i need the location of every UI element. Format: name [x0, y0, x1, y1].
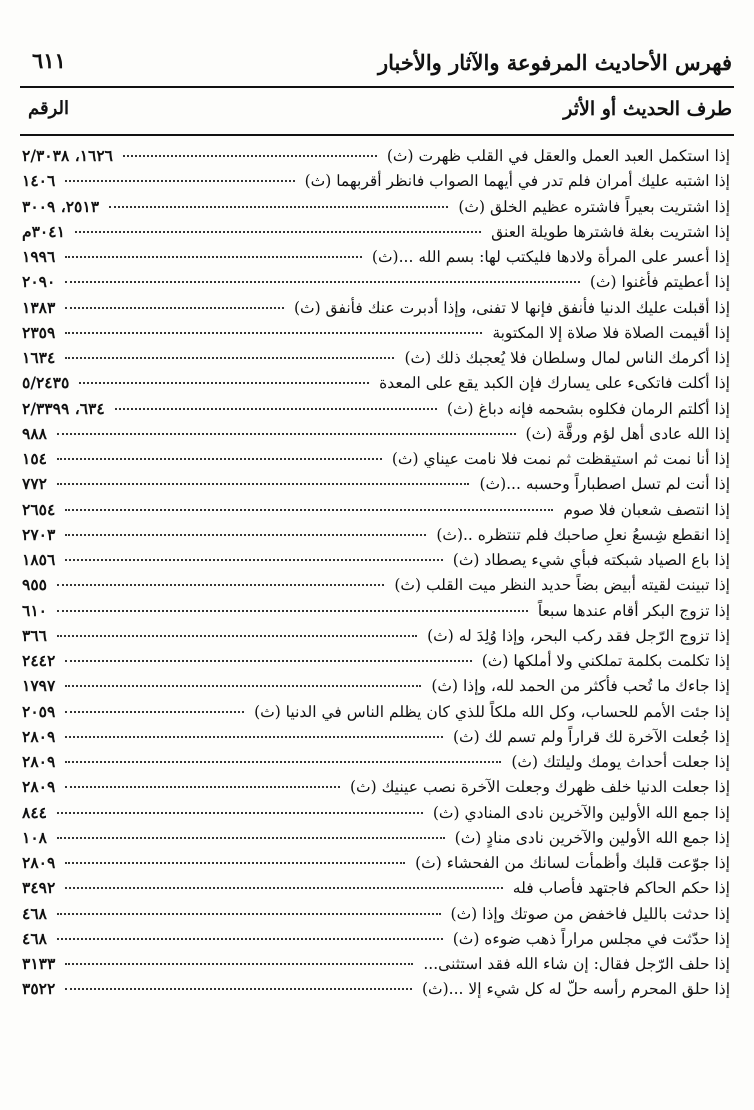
dot-leader [109, 206, 448, 208]
index-entry [0, 497, 754, 522]
index-entry [0, 421, 754, 446]
index-entry [0, 673, 754, 698]
dot-leader [65, 862, 405, 864]
entry-text: إذا جمع الله الأولين والآخرين نادى منادٍ (ث) [454, 828, 730, 847]
entry-text: إذا أكلتم الرمان فكلوه بشحمه فإنه دباغ (ث) [446, 399, 730, 418]
index-entry-list [0, 143, 754, 1002]
page-title: فهرس الأحاديث المرفوعة والآثار والأخبار [378, 50, 732, 75]
dot-leader [57, 458, 382, 460]
entry-ref-number: ٢٠٩٠ [22, 272, 56, 292]
dot-leader [65, 685, 421, 687]
entry-ref-number: ٢٣٥٩ [22, 322, 56, 342]
entry-text: إذا أقيمت الصلاة فلا صلاة إلا المكتوبة [492, 323, 730, 342]
index-entry [0, 976, 754, 1001]
dot-leader [65, 357, 394, 359]
entry-text: إذا أعطيتم فأغنوا (ث) [589, 273, 730, 292]
index-entry [0, 825, 754, 850]
entry-text: إذا باع الصياد شبكته فبأي شيء يصطاد (ث) [452, 551, 730, 569]
index-entry [0, 219, 754, 244]
entry-text: إذا حدّثت في مجلس مراراً ذهب ضوءه (ث) [452, 929, 730, 948]
dot-leader [57, 635, 417, 637]
dot-leader [65, 559, 442, 561]
entry-text: إذا جُعلت الآخرة لك قراراً ولم تسم لك (ث) [452, 727, 730, 746]
entry-ref-number: ١٣٨٣ [22, 297, 56, 317]
column-header-number: الرقم [28, 98, 70, 119]
dot-leader [79, 382, 369, 384]
index-entry [0, 598, 754, 623]
entry-text: إذا استكمل العبد العمل والعقل في القلب ظهرت (ث) [386, 147, 730, 165]
entry-ref-number: ٨٤٤ [22, 802, 47, 822]
entry-text: إذا اشتبه عليك أمران فلم تدر في أيهما الصواب فانظر أقربهما (ث) [304, 172, 730, 191]
index-entry [0, 699, 754, 724]
dot-leader [65, 887, 502, 889]
entry-text: إذا تزوج البكر أقام عندها سبعاً [537, 601, 730, 620]
index-entry [0, 774, 754, 799]
entry-text: إذا جوّعت قلبك وأظمأت لسانك من الفحشاء (ث) [415, 854, 730, 872]
entry-text: إذا انتصف شعبان فلا صوم [563, 500, 730, 519]
index-entry [0, 320, 754, 345]
header-divider [20, 86, 734, 88]
entry-ref-number: ١٩٩٦ [22, 247, 56, 266]
entry-text: إذا تكلمت بكلمة تملكني ولا أملكها (ث) [481, 652, 730, 670]
dot-leader [57, 812, 423, 814]
entry-ref-number: ٦٣٤، ٢/٣٣٩٩ [22, 398, 105, 418]
entry-ref-number: ٢٤٤٢ [22, 651, 56, 670]
entry-ref-number: ٣٥٢٢ [22, 979, 56, 999]
index-entry [0, 471, 754, 496]
dot-leader [65, 332, 482, 334]
entry-text: إذا أقبلت عليك الدنيا فأنفق فإنها لا تفنى، وإذا أدبرت عنك فأنفق (ث) [293, 298, 730, 317]
dot-leader [75, 231, 481, 233]
entry-text: إذا اشتريت بغلة فاشترها طويلة العنق [491, 222, 730, 241]
entry-text: إذا اشتريت بعيراً فاشتره عظيم الخلق (ث) [458, 197, 730, 216]
dot-leader [65, 761, 501, 763]
page-header [22, 40, 732, 84]
entry-ref-number: ١٦٣٤ [22, 348, 56, 367]
entry-text: إذا أنت لم تسل اصطباراً وحسبه ...(ث) [479, 475, 730, 494]
entry-ref-number: ٤٦٨ [22, 903, 47, 923]
dot-leader [65, 660, 471, 662]
entry-ref-number: ٢٦٥٤ [22, 499, 56, 519]
entry-ref-number: ٢٨٠٩ [22, 752, 56, 771]
entry-text: إذا جعلت أحداث يومك وليلتك (ث) [511, 753, 730, 771]
entry-ref-number: ٢٨٠٩ [22, 777, 56, 797]
entry-text: إذا انقطع شِسعُ نعلِ صاحبك فلم تنتظره ..(ث) [436, 525, 730, 544]
index-entry [0, 749, 754, 774]
index-entry [0, 623, 754, 648]
index-entry [0, 168, 754, 193]
index-entry [0, 194, 754, 219]
entry-ref-number: ٦١٠ [22, 600, 47, 620]
dot-leader [57, 913, 441, 915]
entry-ref-number: ١٦٢٦، ٢/٣٠٣٨ [22, 146, 114, 165]
index-entry [0, 345, 754, 370]
index-entry [0, 901, 754, 926]
entry-text: إذا تبينت لقيته أبيض بضاً حديد النظر ميت القلب (ث) [394, 576, 730, 595]
dot-leader [57, 837, 445, 839]
entry-ref-number: ٣١٣٣ [22, 954, 56, 973]
index-entry [0, 295, 754, 320]
entry-ref-number: ٣٠٤١م [22, 221, 65, 241]
entry-ref-number: ٩٨٨ [22, 423, 47, 443]
dot-leader [65, 281, 580, 283]
entry-ref-number: ٢٨٠٩ [22, 853, 56, 872]
entry-ref-number: ٢٧٠٣ [22, 524, 56, 544]
entry-ref-number: ٤٦٨ [22, 928, 47, 948]
column-header-divider [20, 134, 734, 136]
dot-leader [65, 963, 413, 965]
entry-ref-number: ٧٧٢ [22, 474, 47, 494]
dot-leader [123, 155, 377, 157]
dot-leader [65, 307, 284, 309]
entry-ref-number: ١٧٩٧ [22, 676, 56, 696]
entry-ref-number: ١٠٨ [22, 827, 47, 847]
dot-leader [65, 786, 340, 788]
entry-ref-number: ٣٦٦ [22, 625, 47, 645]
entry-text: إذا حلف الرّجل فقال: إن شاء الله فقد استثنى... [423, 955, 730, 973]
column-headers [22, 96, 732, 126]
entry-text: إذا حكم الحاكم فاجتهد فأصاب فله [512, 879, 730, 898]
index-entry [0, 269, 754, 294]
page-number: ٦١١ [32, 48, 66, 73]
entry-ref-number: ٥/٢٤٣٥ [22, 373, 70, 393]
entry-text: إذا جمع الله الأولين والآخرين نادى المنادي (ث) [432, 803, 730, 822]
entry-text: إذا الله عادى أهل لؤم ورقَّة (ث) [525, 424, 730, 443]
entry-ref-number: ٩٥٥ [22, 575, 47, 595]
column-header-text: طرف الحديث أو الأثر [563, 98, 732, 120]
dot-leader [65, 988, 412, 990]
dot-leader [115, 408, 437, 410]
index-entry [0, 850, 754, 875]
index-entry [0, 572, 754, 597]
index-entry [0, 875, 754, 900]
dot-leader [65, 534, 426, 536]
entry-ref-number: ٢٨٠٩ [22, 726, 56, 746]
dot-leader [57, 938, 443, 940]
dot-leader [57, 483, 469, 485]
entry-text: إذا تزوج الرّجل فقد ركب البحر، وإذا وُلِدَ له (ث) [427, 626, 730, 645]
index-entry [0, 244, 754, 269]
entry-ref-number: ٣٤٩٢ [22, 878, 56, 898]
dot-leader [65, 736, 443, 738]
index-entry [0, 370, 754, 395]
index-entry [0, 396, 754, 421]
entry-text: إذا أكلت فاتكىء على يسارك فإن الكبد يقع على المعدة [379, 374, 730, 393]
dot-leader [57, 610, 528, 612]
index-entry [0, 522, 754, 547]
index-entry [0, 446, 754, 471]
index-entry [0, 547, 754, 572]
index-entry [0, 800, 754, 825]
entry-ref-number: ٢٥١٣، ٣٠٠٩ [22, 196, 100, 216]
entry-ref-number: ١٤٠٦ [22, 171, 56, 191]
index-entry [0, 143, 754, 168]
entry-text: إذا أكرمك الناس لمال وسلطان فلا يُعجبك ذلك (ث) [404, 349, 730, 367]
dot-leader [57, 433, 516, 435]
dot-leader [65, 711, 244, 713]
entry-ref-number: ٢٠٥٩ [22, 701, 56, 721]
entry-text: إذا جعلت الدنيا خلف ظهرك وجعلت الآخرة نصب عينيك (ث) [349, 778, 730, 797]
entry-text: إذا حلق المحرم رأسه حلّ له كل شيء إلا ...(ث) [421, 980, 730, 999]
dot-leader [65, 180, 294, 182]
index-entry [0, 951, 754, 976]
index-entry [0, 724, 754, 749]
index-entry [0, 926, 754, 951]
dot-leader [57, 584, 384, 586]
entry-text: إذا جاءك ما تُحب فأكثر من الحمد لله، وإذا (ث) [431, 677, 730, 696]
dot-leader [65, 256, 362, 258]
index-entry [0, 648, 754, 673]
entry-ref-number: ١٥٤ [22, 449, 47, 468]
entry-text: إذا أعسر على المرأة ولادها فليكتب لها: بسم الله ...(ث) [371, 248, 730, 266]
entry-ref-number: ١٨٥٦ [22, 550, 56, 569]
entry-text: إذا حدثت بالليل فاخفض من صوتك وإذا (ث) [450, 904, 730, 923]
entry-text: إذا أنا نمت ثم استيقظت ثم نمت فلا نامت عيناي (ث) [391, 450, 730, 468]
entry-text: إذا جئت الأمم للحساب، وكل الله ملكاً للذي كان يظلم الناس في الدنيا (ث) [254, 702, 730, 721]
dot-leader [65, 509, 553, 511]
